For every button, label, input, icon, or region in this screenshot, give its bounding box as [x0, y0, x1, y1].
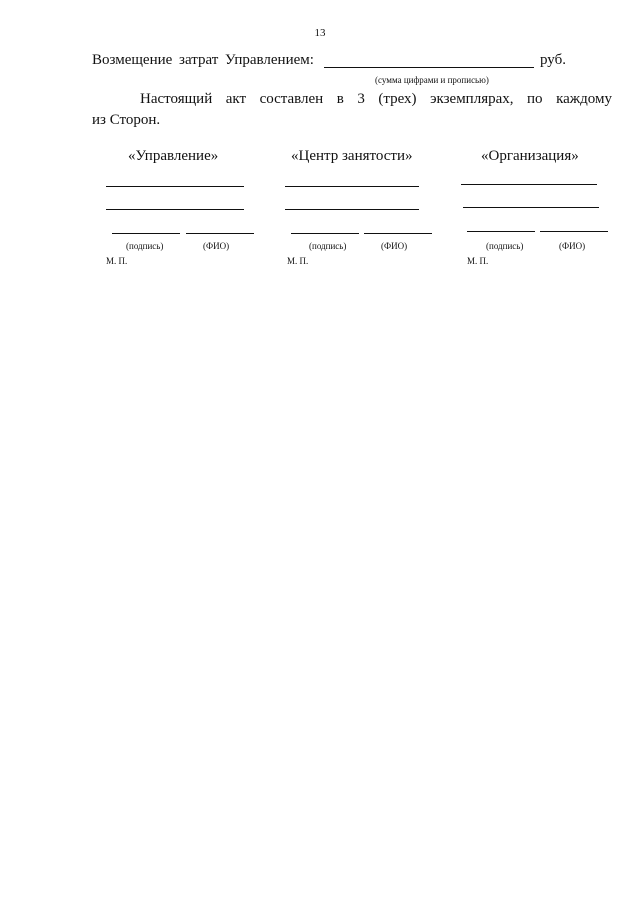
- page-number: 13: [314, 27, 326, 39]
- reimbursement-label: Возмещение затрат Управлением:: [92, 52, 314, 68]
- signature-blank-line: [106, 209, 244, 210]
- act-text-line-1: Настоящий акт составлен в 3 (трех) экземплярах, по каждому: [140, 91, 612, 107]
- name-line: [540, 231, 608, 232]
- stamp-place: М. П.: [467, 256, 489, 266]
- reimbursement-line: [92, 52, 612, 72]
- act-text-line-2: из Сторон.: [92, 112, 161, 128]
- signature-caption: (подпись): [486, 241, 524, 251]
- signature-party-title: «Управление»: [128, 148, 219, 164]
- signature-line: [291, 233, 359, 234]
- act-copies-paragraph: [92, 89, 612, 131]
- stamp-place: М. П.: [287, 256, 309, 266]
- reimbursement-amount-blank: [324, 67, 534, 68]
- signature-blank-line: [461, 184, 597, 185]
- name-line: [186, 233, 254, 234]
- signature-line: [467, 231, 535, 232]
- name-caption: (ФИО): [203, 241, 230, 251]
- name-line: [364, 233, 432, 234]
- stamp-place: М. П.: [106, 256, 128, 266]
- signature-blank-line: [463, 207, 599, 208]
- signature-blank-line: [106, 186, 244, 187]
- signature-blank-line: [285, 209, 419, 210]
- signature-line: [112, 233, 180, 234]
- name-caption: (ФИО): [381, 241, 408, 251]
- reimbursement-hint: (сумма цифрами и прописью): [375, 75, 489, 85]
- signature-caption: (подпись): [309, 241, 347, 251]
- signature-blank-line: [285, 186, 419, 187]
- signature-caption: (подпись): [126, 241, 164, 251]
- reimbursement-unit: руб.: [540, 52, 566, 68]
- signature-party-title: «Центр занятости»: [291, 148, 413, 164]
- name-caption: (ФИО): [559, 241, 586, 251]
- signature-party-title: «Организация»: [481, 148, 579, 164]
